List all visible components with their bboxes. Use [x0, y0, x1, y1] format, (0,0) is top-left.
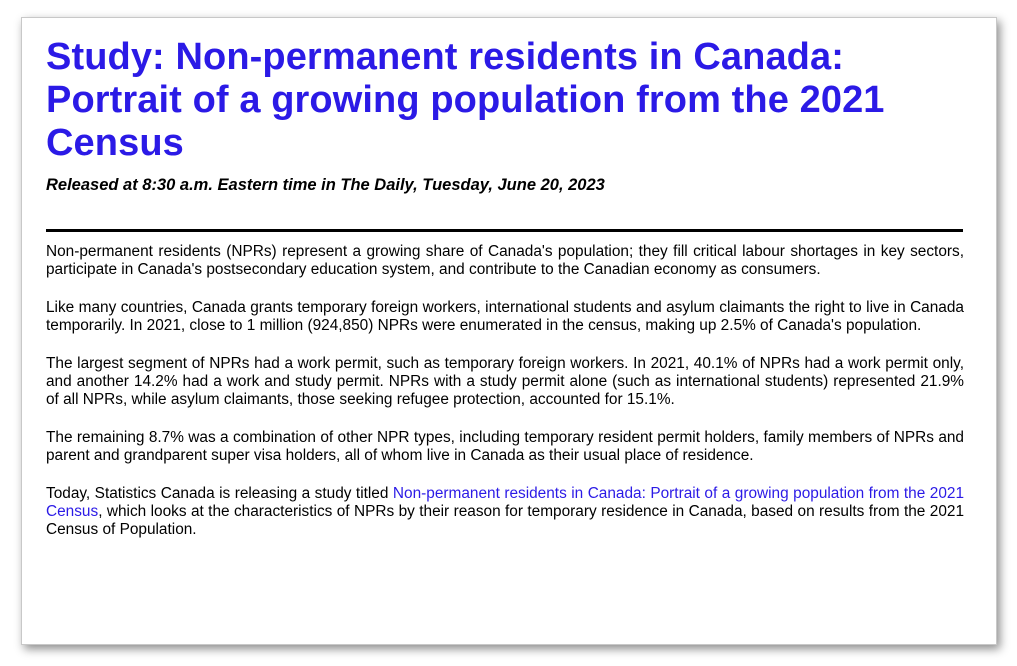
paragraph-5: [46, 485, 964, 539]
paragraph-4: The remaining 8.7% was a combination of other NPR types, including temporary resident permit holders, family members of NPRs and parent and grandparent super visa holders, all of whom live in Canada as their usual place of residence.: [46, 429, 964, 464]
paragraph-1: Non-permanent residents (NPRs) represent a growing share of Canada's population; they fill critical labour shortages in key sectors, participate in Canada's postsecondary education system, and contribute to the Canadian economy as consumers.: [46, 243, 964, 278]
paragraph-5-outro: , which looks at the characteristics of NPRs by their reason for temporary residence in Canada, based on results from the 2021 Census of Population.: [46, 503, 964, 538]
article-content: [46, 36, 964, 539]
study-link[interactable]: Non-permanent residents in Canada: Portrait of a growing population from the 2021 Census: [46, 485, 965, 520]
article-title: Study: Non-permanent residents in Canada: Portrait of a growing population from the 2021 Census: [46, 36, 885, 164]
document-frame: [21, 17, 997, 645]
paragraph-2: Like many countries, Canada grants temporary foreign workers, international students and asylum claimants the right to live in Canada temporarily. In 2021, close to 1 million (924,850) NPRs were enumerated in the census, making up 2.5% of Canada's population.: [46, 299, 964, 334]
horizontal-rule: [46, 229, 963, 232]
paragraph-3: The largest segment of NPRs had a work permit, such as temporary foreign workers. In 2021, 40.1% of NPRs had a work permit only, and another 14.2% had a work and study permit. NPRs with a study permit alone (such as international students) represented 21.9% of all NPRs, while asylum claimants, those seeking refugee protection, accounted for 15.1%.: [46, 355, 964, 408]
release-line: Released at 8:30 a.m. Eastern time in The Daily, Tuesday, June 20, 2023: [46, 176, 605, 194]
paragraph-5-intro: Today, Statistics Canada is releasing a study titled: [46, 485, 393, 502]
